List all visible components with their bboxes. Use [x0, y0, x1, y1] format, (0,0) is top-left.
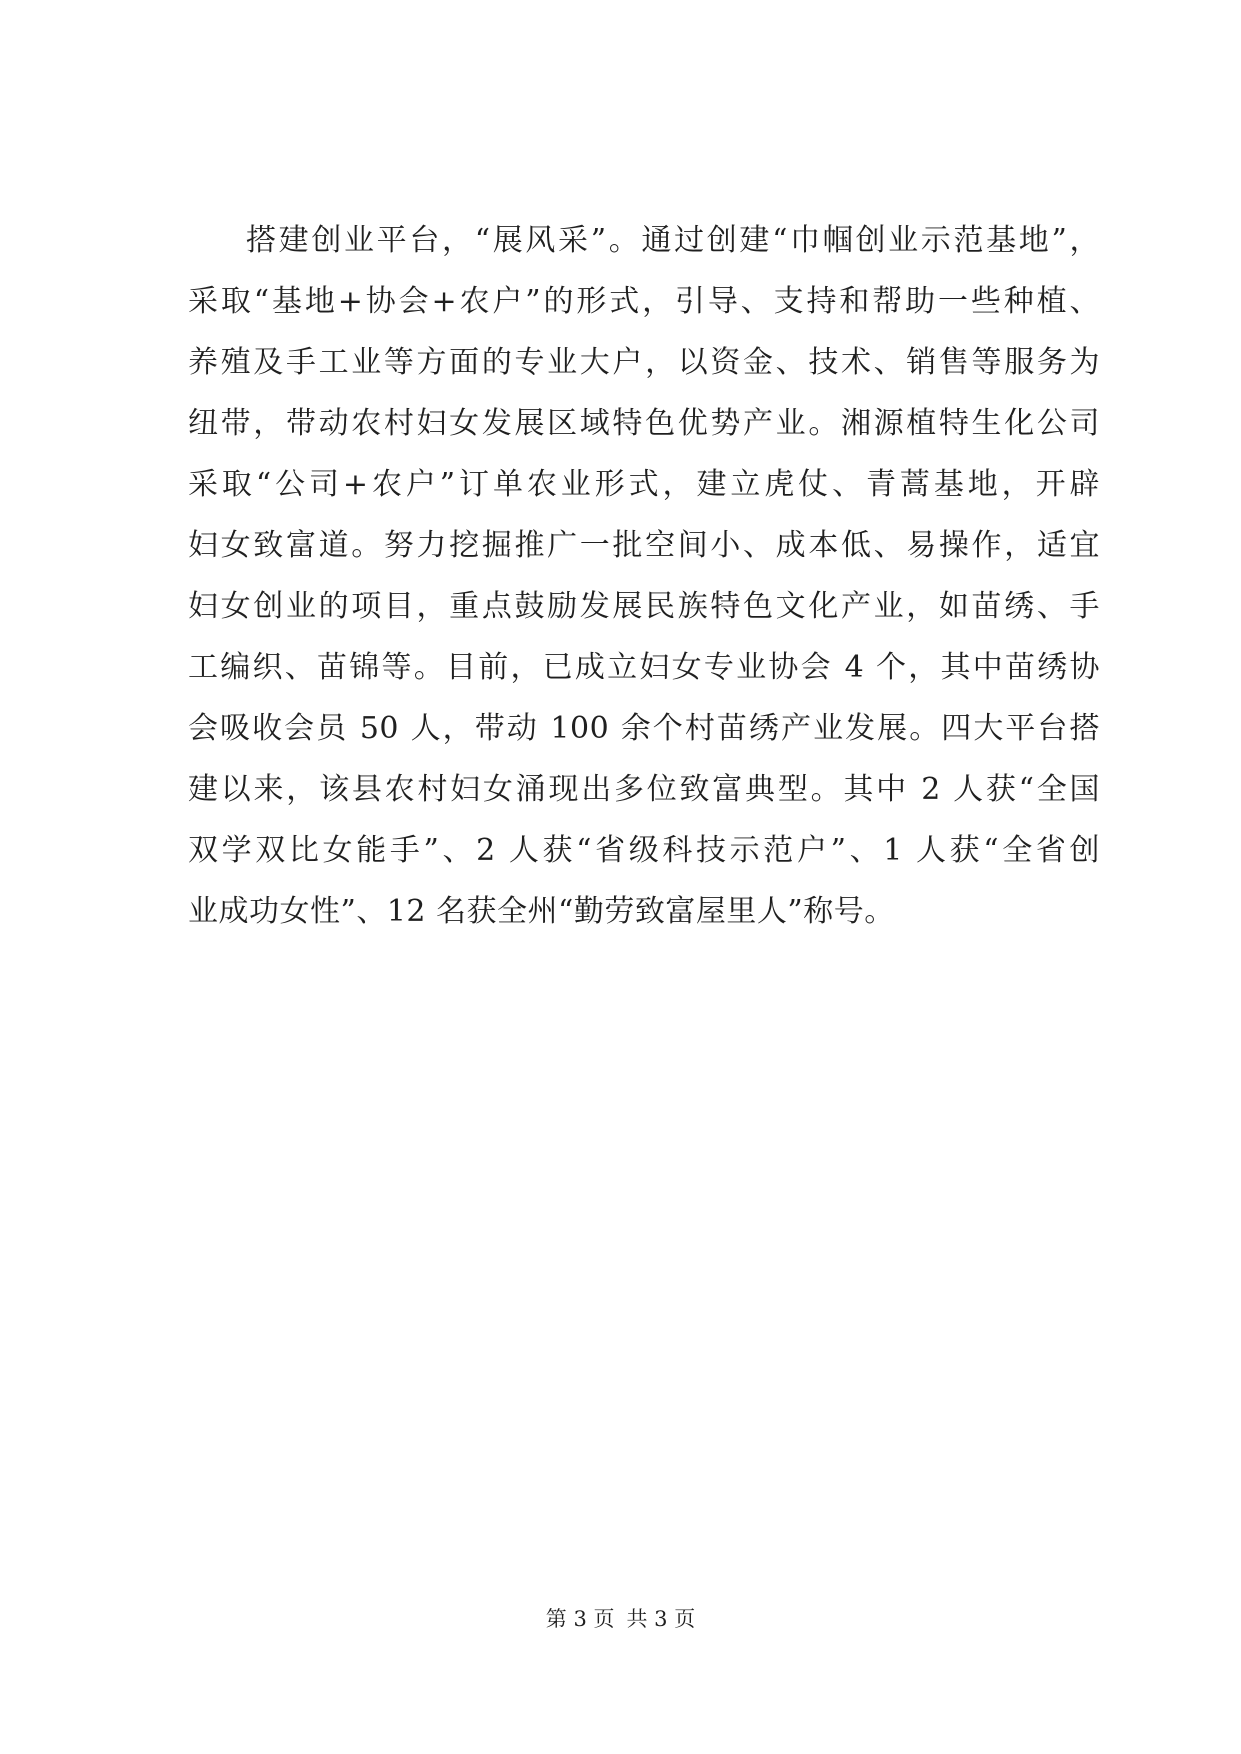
paragraph-line: 建以来，该县农村妇女涌现出多位致富典型。其中 2 人获“全国: [188, 772, 1100, 807]
paragraph-line: 搭建创业平台，“展风采”。通过创建“巾帼创业示范基地”，: [246, 223, 1100, 258]
body-paragraph: [188, 210, 1100, 942]
paragraph-line: 纽带，带动农村妇女发展区域特色优势产业。湘源植特生化公司: [188, 406, 1100, 441]
paragraph-line: 采取“基地+协会+农户”的形式，引导、支持和帮助一些种植、: [188, 284, 1100, 319]
paragraph-line: 工编织、苗锦等。目前，已成立妇女专业协会 4 个，其中苗绣协: [188, 650, 1100, 685]
page-number: 第 3 页: [545, 1607, 615, 1631]
paragraph-line: 养殖及手工业等方面的专业大户，以资金、技术、销售等服务为: [188, 345, 1100, 380]
page-footer: [0, 1603, 1241, 1633]
paragraph-line: 业成功女性”、12 名获全州“勤劳致富屋里人”称号。: [188, 894, 895, 929]
paragraph-line: 会吸收会员 50 人，带动 100 余个村苗绣产业发展。四大平台搭: [188, 711, 1100, 746]
paragraph-line: 妇女创业的项目，重点鼓励发展民族特色文化产业，如苗绣、手: [188, 589, 1100, 624]
paragraph-line: 采取“公司+农户”订单农业形式，建立虎仗、青蒿基地，开辟: [188, 467, 1100, 502]
paragraph-line: 妇女致富道。努力挖掘推广一批空间小、成本低、易操作，适宜: [188, 528, 1100, 563]
paragraph-line: 双学双比女能手”、2 人获“省级科技示范户”、1 人获“全省创: [188, 833, 1100, 868]
page-total: 共 3 页: [626, 1607, 696, 1631]
